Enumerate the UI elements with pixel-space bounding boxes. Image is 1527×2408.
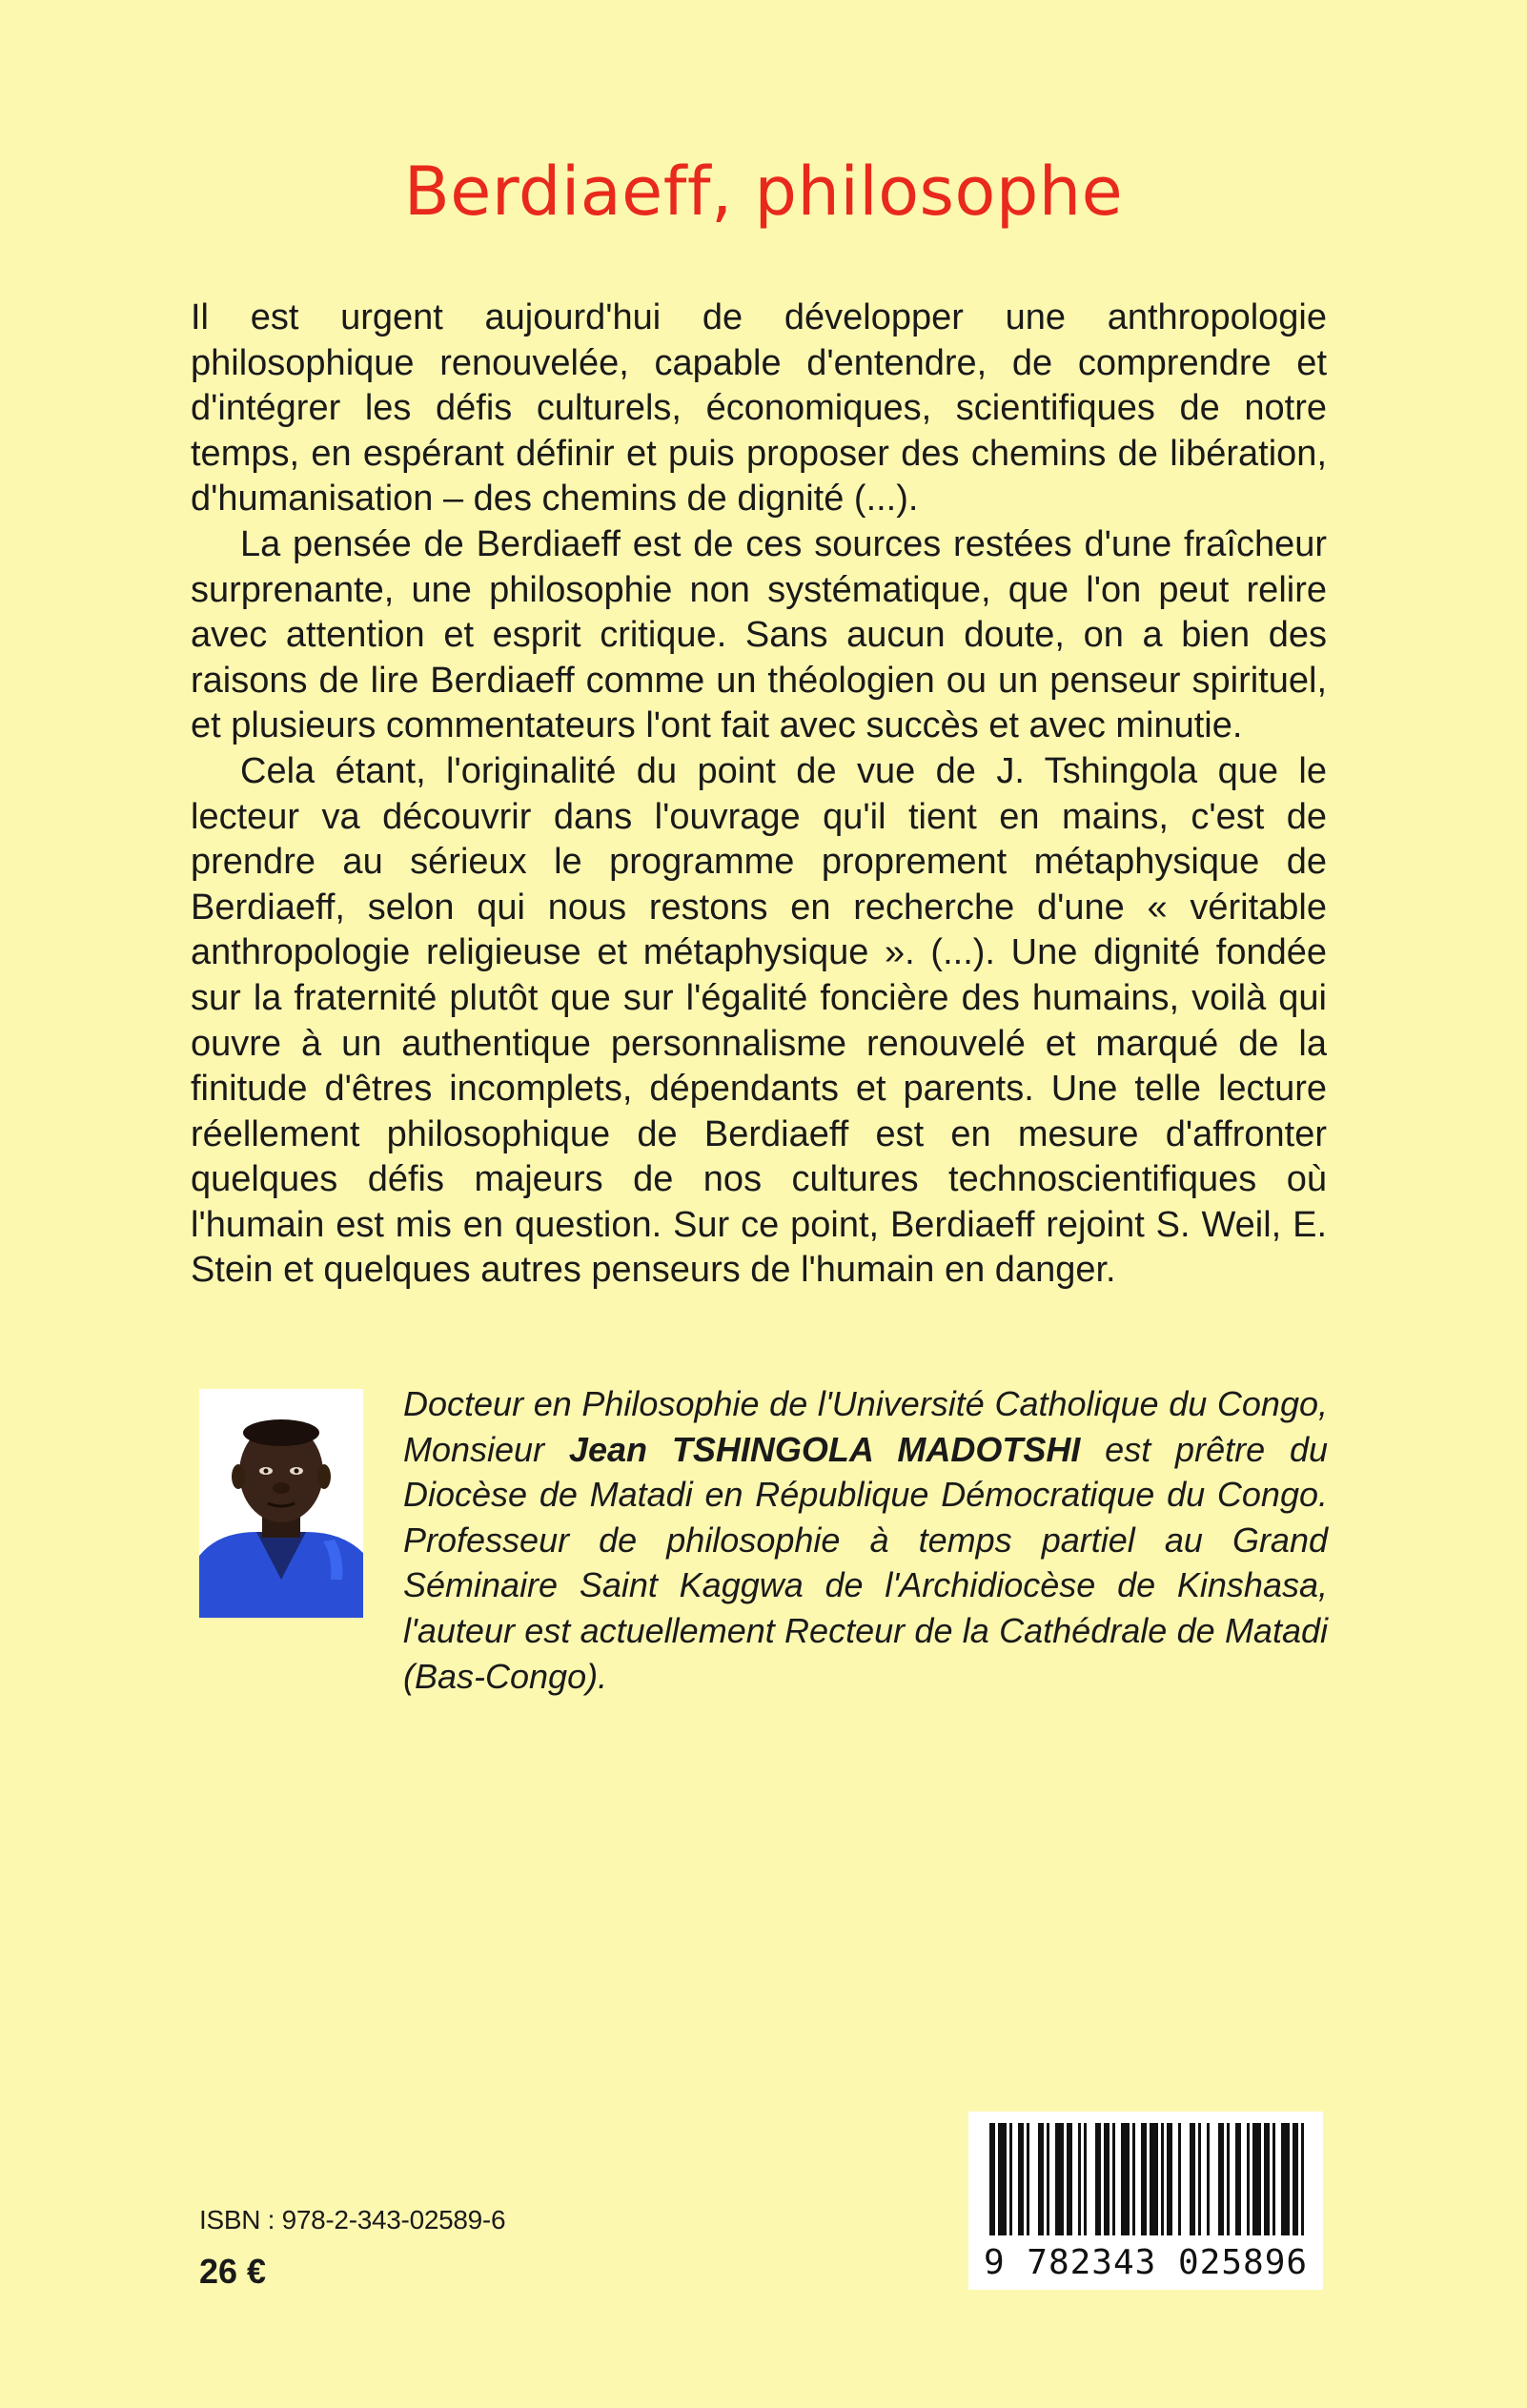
barcode-bar bbox=[1078, 2123, 1081, 2235]
barcode-bar bbox=[1027, 2123, 1029, 2235]
barcode-bar bbox=[989, 2123, 995, 2235]
barcode-bar bbox=[1055, 2123, 1064, 2235]
author-name: Jean TSHINGOLA MADOTSHI bbox=[568, 1429, 1081, 1469]
barcode-bar bbox=[1167, 2123, 1172, 2235]
barcode-bar bbox=[1272, 2123, 1275, 2235]
barcode-bar bbox=[1047, 2123, 1049, 2235]
barcode-bar bbox=[1235, 2123, 1241, 2235]
author-bio bbox=[403, 1381, 1328, 1699]
barcode-bar bbox=[1178, 2123, 1181, 2235]
barcode-bar bbox=[998, 2123, 1007, 2235]
barcode-bar bbox=[1301, 2123, 1304, 2235]
barcode-bars bbox=[968, 2112, 1323, 2245]
barcode-bar bbox=[1095, 2123, 1101, 2235]
blurb-paragraph-1: Il est urgent aujourd'hui de développer une anthropologie philosophique renouvelée, capable d'entendre, de comprendre et d'intégrer les défis culturels, économiques, scientifiques de notre temps, en espérant définir et puis proposer des chemins de libération, d'humanisation – des chemins de dignité (...). bbox=[191, 297, 1327, 520]
barcode-bar bbox=[1198, 2123, 1201, 2235]
author-photo bbox=[199, 1389, 363, 1618]
barcode-bar bbox=[1218, 2123, 1224, 2235]
barcode-bar bbox=[1264, 2123, 1270, 2235]
barcode-bar bbox=[1018, 2123, 1024, 2235]
barcode-bar bbox=[1121, 2123, 1130, 2235]
author-bio-intro: Docteur en Philosophie de l'Université Catholique du Congo, Monsieur bbox=[403, 1384, 1328, 1469]
isbn-label: ISBN : 978-2-343-02589-6 bbox=[199, 2205, 506, 2235]
barcode-bar bbox=[1207, 2123, 1210, 2235]
barcode-bar bbox=[1227, 2123, 1230, 2235]
barcode-bar bbox=[1150, 2123, 1158, 2235]
barcode-digits: 9 782343 025896 bbox=[983, 2243, 1309, 2282]
barcode-bar bbox=[1293, 2123, 1298, 2235]
barcode-bar bbox=[1112, 2123, 1115, 2235]
barcode-bar bbox=[1009, 2123, 1012, 2235]
barcode-bar bbox=[1038, 2123, 1044, 2235]
barcode-bar bbox=[1281, 2123, 1290, 2235]
author-bio-details: est prêtre du Diocèse de Matadi en République Démocratique du Congo. Professeur de philosophie à temps partiel au Grand Séminaire Saint Kaggwa de l'Archidiocèse de Kinshasa, l'auteur est actuellement Recteur de la Cathédrale de Matadi (Bas-Congo). bbox=[403, 1429, 1328, 1696]
barcode-bar bbox=[1132, 2123, 1135, 2235]
blurb-text bbox=[191, 296, 1327, 1294]
barcode-bar bbox=[1104, 2123, 1110, 2235]
book-title: Berdiaeff, philosophe bbox=[403, 153, 1124, 231]
blurb-paragraph-2: La pensée de Berdiaeff est de ces sources restées d'une fraîcheur surprenante, une philosophie non systématique, que l'on peut relire avec attention et esprit critique. Sans aucun doute, on a bien des raisons de lire Berdiaeff comme un théologien ou un penseur spirituel, et plusieurs commentateurs l'ont fait avec succès et avec minutie. bbox=[191, 523, 1327, 746]
barcode-bar bbox=[1252, 2123, 1261, 2235]
barcode-bar bbox=[1067, 2123, 1072, 2235]
barcode-bar bbox=[1084, 2123, 1087, 2235]
barcode-bar bbox=[1247, 2123, 1250, 2235]
blurb-paragraph-3: Cela étant, l'originalité du point de vue de J. Tshingola que le lecteur va découvrir dans l'ouvrage qu'il tient en mains, c'est de prendre au sérieux le programme proprement métaphysique de Berdiaeff, selon qui nous restons en recherche d'une « véritable anthropologie religieuse et métaphysique ». (...). Une dignité fondée sur la fraternité plutôt que sur l'égalité foncière des humains, voilà qui ouvre à un authentique personnalisme renouvelé et marqué de la finitude d'êtres incomplets, dépendants et parents. Une telle lecture réellement philosophique de Berdiaeff est en mesure d'affronter quelques défis majeurs de nos cultures technoscientifiques où l'humain est mis en question. Sur ce point, Berdiaeff rejoint S. Weil, E. Stein et quelques autres penseurs de l'humain en danger. bbox=[191, 750, 1327, 1291]
barcode-bar bbox=[1190, 2123, 1195, 2235]
barcode-bar bbox=[1141, 2123, 1147, 2235]
barcode-bar bbox=[1161, 2123, 1164, 2235]
author-portrait-image bbox=[199, 1389, 363, 1618]
barcode bbox=[968, 2112, 1323, 2290]
price-label: 26 € bbox=[199, 2252, 267, 2291]
